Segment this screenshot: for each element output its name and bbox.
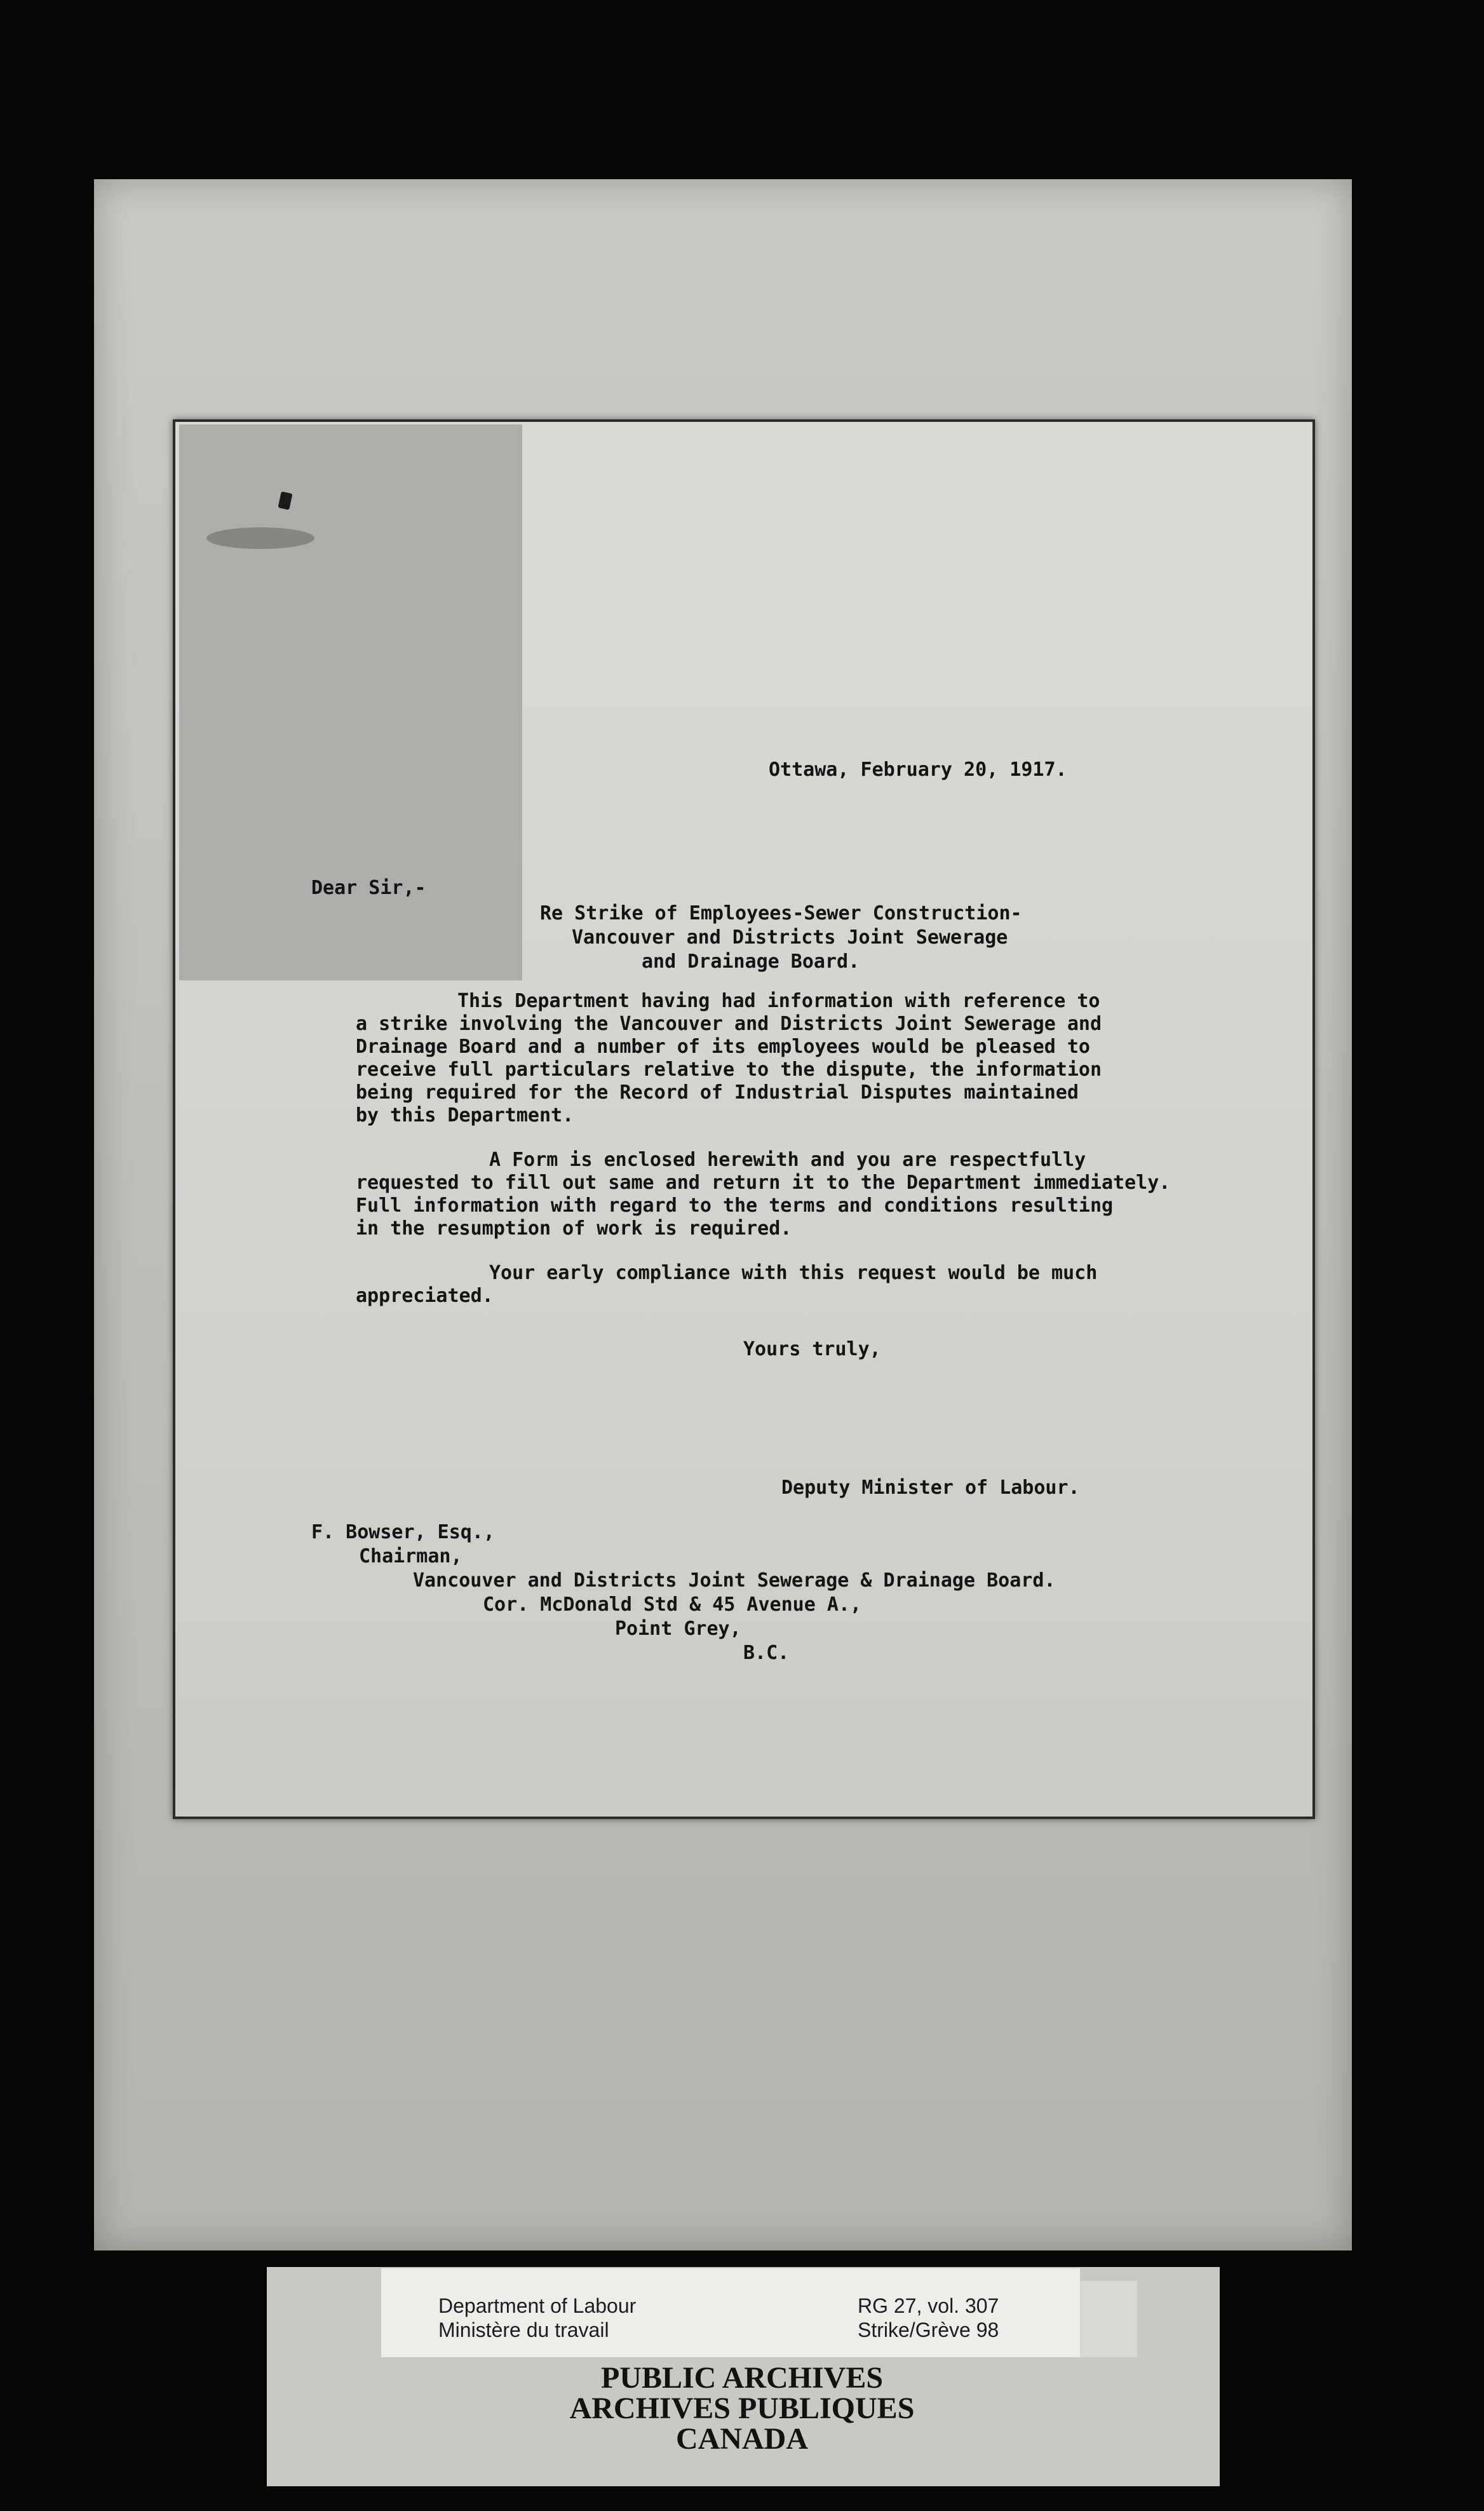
- archive-label-tab: [1080, 2281, 1137, 2357]
- paragraph1-line-3: Drainage Board and a number of its employees would be pleased to: [356, 1036, 1090, 1058]
- address-line-1: F. Bowser, Esq.,: [311, 1521, 495, 1543]
- paragraph1-line-6: by this Department.: [356, 1104, 574, 1127]
- department-french: Ministère du travail: [438, 2318, 609, 2341]
- address-line-2: Chairman,: [359, 1545, 462, 1567]
- strike-reference: Strike/Grève 98: [858, 2318, 999, 2341]
- paragraph1-line-4: receive full particulars relative to the dispute, the information: [356, 1059, 1102, 1081]
- salutation: Dear Sir,-: [311, 877, 426, 899]
- address-line-3: Vancouver and Districts Joint Sewerage & Drainage Board.: [413, 1569, 1056, 1592]
- signatory: Deputy Minister of Labour.: [781, 1477, 1080, 1499]
- subject-line-1: Re Strike of Employees-Sewer Construction-: [540, 902, 1022, 924]
- subject-line-3: and Drainage Board.: [642, 951, 860, 973]
- paragraph1-line-5: being required for the Record of Industrial Disputes maintained: [356, 1081, 1079, 1104]
- paragraph2-line-4: in the resumption of work is required.: [356, 1217, 792, 1240]
- paragraph1-line-1: This Department having had information with reference to: [457, 990, 1100, 1012]
- closing: Yours truly,: [743, 1338, 881, 1360]
- department-english: Department of Labour: [438, 2294, 637, 2317]
- paragraph3-line-2: appreciated.: [356, 1285, 494, 1307]
- paragraph1-line-2: a strike involving the Vancouver and Districts Joint Sewerage and: [356, 1013, 1102, 1035]
- address-line-6: B.C.: [743, 1642, 790, 1664]
- paragraph2-line-3: Full information with regard to the terms and conditions resulting: [356, 1195, 1114, 1217]
- paragraph3-line-1: Your early compliance with this request would be much: [489, 1262, 1098, 1284]
- address-line-5: Point Grey,: [615, 1618, 741, 1640]
- pencil-smudge: [206, 527, 314, 549]
- record-group-reference: RG 27, vol. 307: [858, 2294, 999, 2317]
- dateline: Ottawa, February 20, 1917.: [769, 759, 1067, 781]
- public-archives-stamp: PUBLIC ARCHIVES: [600, 2361, 884, 2395]
- paragraph2-line-2: requested to fill out same and return it to the Department immediately.: [356, 1172, 1171, 1194]
- paragraph2-line-1: A Form is enclosed herewith and you are respectfully: [489, 1149, 1086, 1171]
- archives-publiques-stamp: ARCHIVES PUBLIQUES: [569, 2392, 915, 2425]
- address-line-4: Cor. McDonald Std & 45 Avenue A.,: [483, 1594, 862, 1616]
- subject-line-2: Vancouver and Districts Joint Sewerage: [572, 926, 1008, 949]
- canada-stamp: CANADA: [676, 2422, 808, 2456]
